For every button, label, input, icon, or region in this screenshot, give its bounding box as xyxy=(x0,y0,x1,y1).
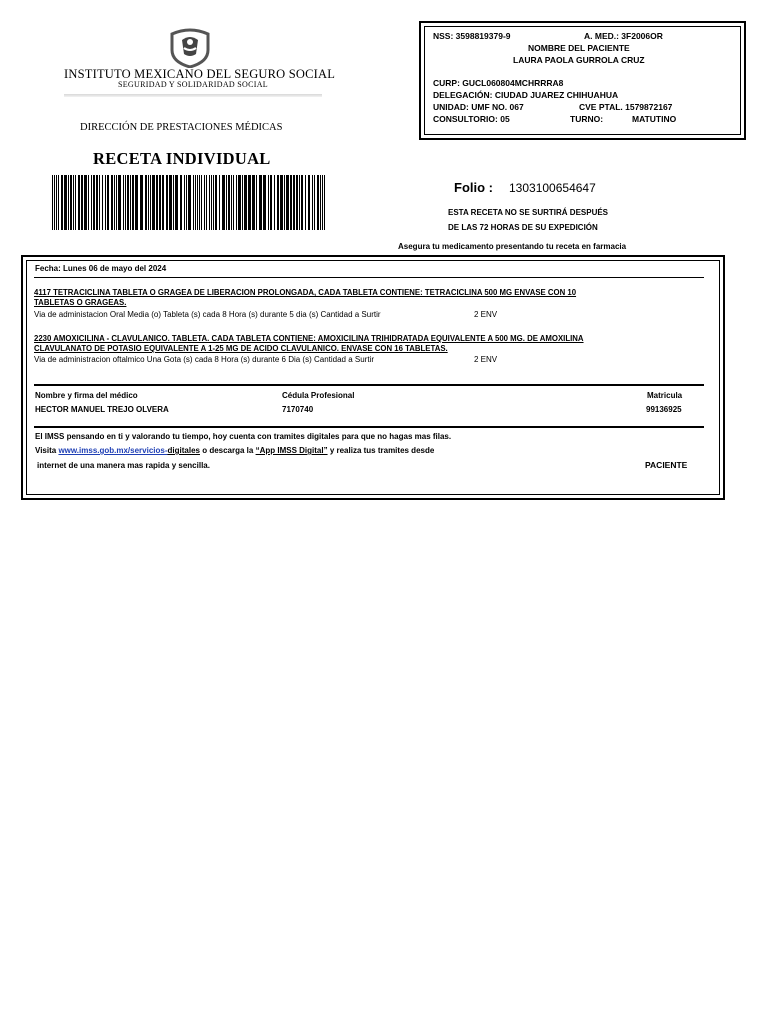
patient-name: LAURA PAOLA GURROLA CRUZ xyxy=(513,55,645,65)
folio-label: Folio : xyxy=(454,180,493,195)
header-divider xyxy=(64,94,322,97)
cedula-value: 7170740 xyxy=(282,405,314,414)
date-divider xyxy=(34,277,704,278)
expiry-warning-line2: DE LAS 72 HORAS DE SU EXPEDICIÓN xyxy=(448,223,598,232)
medication-2-quantity: 2 ENV xyxy=(474,355,498,364)
footer-rest: y realiza tus tramites desde xyxy=(329,446,435,455)
medication-1-dosage: Via de administacion Oral Media (o) Tableta (s) cada 8 Hora (s) durante 5 dia (s) Cantidad a Surtir xyxy=(34,310,381,319)
footer-line3: internet de una manera mas rapida y sencilla. xyxy=(37,461,210,470)
medication-1-line1: 4117 TETRACICLINA TABLETA O GRAGEA DE LIBERACION PROLONGADA, CADA TABLETA CONTIENE: TETRACICLINA 500 MG ENVASE CON 10 xyxy=(34,288,577,297)
matricula-value: 99136925 xyxy=(646,405,682,414)
doctor-name: HECTOR MANUEL TREJO OLVERA xyxy=(35,405,169,414)
matricula-label: Matricula xyxy=(647,391,683,400)
pharmacy-note: Asegura tu medicamento presentando tu receta en farmacia xyxy=(398,242,627,251)
document-title: RECETA INDIVIDUAL xyxy=(93,149,271,168)
folio-value: 1303100654647 xyxy=(509,181,596,195)
patient-turno-label: TURNO: xyxy=(570,114,604,124)
doctor-name-label: Nombre y firma del médico xyxy=(35,391,138,400)
medication-1-quantity: 2 ENV xyxy=(474,310,498,319)
footer-visita: Visita xyxy=(35,446,57,455)
footer-o-descarga: o descarga la xyxy=(202,446,254,455)
doctor-divider xyxy=(34,426,704,428)
patient-nss: NSS: 3598819379-9 xyxy=(433,31,511,41)
medication-2-line1: 2230 AMOXICILINA - CLAVULANICO. TABLETA. CADA TABLETA CONTIENE: AMOXICILINA TRIHIDRATADA EQUIVALENTE A 500 MG. DE AMOXILINA xyxy=(34,334,584,343)
copy-label: PACIENTE xyxy=(645,460,688,470)
prescription-date: Fecha: Lunes 06 de mayo del 2024 xyxy=(35,264,167,273)
barcode xyxy=(52,175,325,230)
app-imss-digital-link[interactable]: “App IMSS Digital” xyxy=(255,446,328,455)
footer-line2 xyxy=(35,446,434,455)
medication-1-line2: TABLETAS O GRAGEAS. xyxy=(34,298,127,307)
patient-unidad: UNIDAD: UMF NO. 067 xyxy=(433,102,524,112)
patient-cve-ptal: CVE PTAL. 1579872167 xyxy=(579,102,673,112)
patient-turno: MATUTINO xyxy=(632,114,677,124)
patient-name-label: NOMBRE DEL PACIENTE xyxy=(528,43,630,53)
institution-tagline: SEGURIDAD Y SOLIDARIDAD SOCIAL xyxy=(118,80,268,89)
cedula-label: Cédula Profesional xyxy=(282,391,355,400)
direction-title: DIRECCIÓN DE PRESTACIONES MÉDICAS xyxy=(80,122,283,133)
imss-website-link[interactable]: www.imss.gob.mx/servicios- xyxy=(58,446,168,455)
expiry-warning-line1: ESTA RECETA NO SE SURTIRÁ DESPUÉS xyxy=(448,208,609,217)
medication-2-line2: CLAVULANATO DE POTASIO EQUIVALENTE A 1-25 MG DE ACIDO CLAVULANICO. ENVASE CON 16 TABLETAS. xyxy=(34,344,448,353)
medication-2-dosage: Via de administracion oftalmico Una Gota (s) cada 8 Hora (s) durante 6 Dia (s) Cantidad a Surtir xyxy=(34,355,375,364)
patient-delegacion: DELEGACIÓN: CIUDAD JUAREZ CHIHUAHUA xyxy=(433,90,619,100)
patient-consultorio: CONSULTORIO: 05 xyxy=(433,114,510,124)
patient-curp: CURP: GUCL060804MCHRRRA8 xyxy=(433,78,564,88)
imss-logo xyxy=(168,28,212,68)
institution-name: INSTITUTO MEXICANO DEL SEGURO SOCIAL xyxy=(64,67,336,81)
imss-website-link-end[interactable]: digitales xyxy=(167,446,200,455)
patient-a-med: A. MED.: 3F2006OR xyxy=(584,31,663,41)
meds-divider xyxy=(34,384,704,386)
footer-line1: El IMSS pensando en ti y valorando tu tiempo, hoy cuenta con tramites digitales para que no hagas mas filas. xyxy=(35,432,452,441)
patient-info-box xyxy=(419,21,746,140)
